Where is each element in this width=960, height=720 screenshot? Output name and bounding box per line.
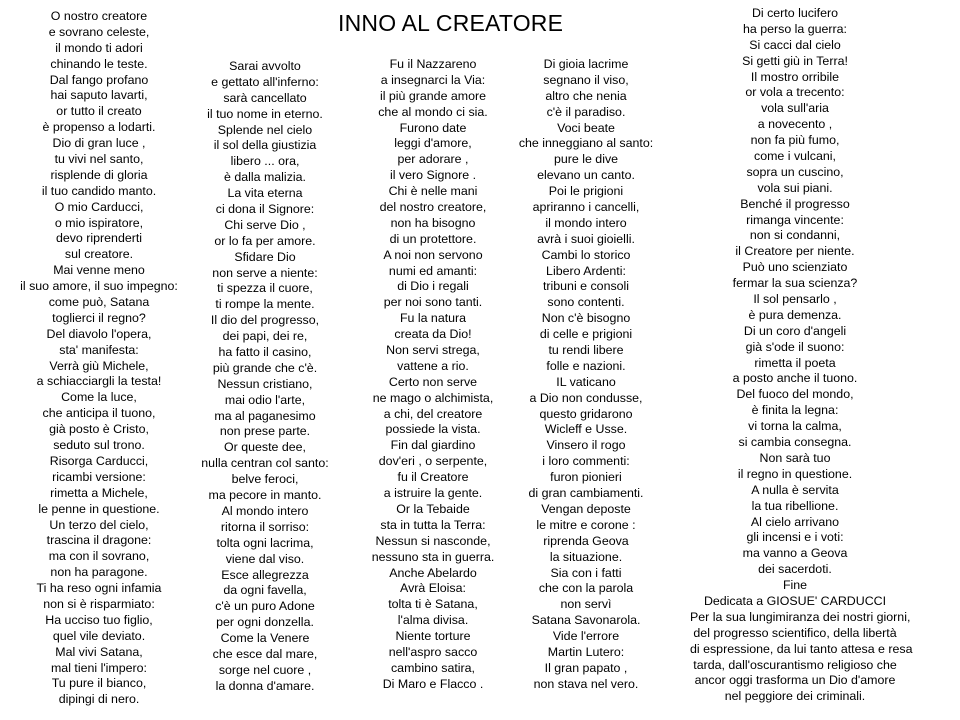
verse-line: i loro commenti: <box>542 454 630 469</box>
verse-line: Il dio del progresso, <box>210 313 320 328</box>
verse-line: ancor oggi trasforma un Dio d'amore <box>694 673 896 688</box>
verse-line: segnano il viso, <box>543 72 629 87</box>
verse-line: tribuni e consoli <box>542 279 630 294</box>
verse-line: A noi non servono <box>383 247 483 262</box>
verse-line: Splende nel cielo <box>217 122 313 137</box>
verse-line: fermar la sua scienza? <box>732 276 858 291</box>
verse-line: Come la luce, <box>61 390 137 405</box>
verse-line: ma al paganesimo <box>214 408 316 423</box>
verse-line: il mondo intero <box>545 215 627 230</box>
verse-line: non servì <box>560 597 612 612</box>
verse-line: Risorga Carducci, <box>49 453 149 468</box>
verse-line: Nessun cristiano, <box>217 376 313 391</box>
verse-line: tarda, dall'oscurantismo religioso che <box>693 657 897 672</box>
verse-line: nessuno sta in guerra. <box>371 549 495 564</box>
verse-line: vola sui piani. <box>757 180 833 195</box>
verse-line: Martin Lutero: <box>547 644 625 659</box>
verse-line: Non servi strega, <box>386 343 480 358</box>
verse-line: tolta ogni lacrima, <box>216 535 314 550</box>
verse-line: Fu la natura <box>399 311 467 326</box>
verse-line: Sia con i fatti <box>550 565 622 580</box>
verse-line: già posto è Cristo, <box>49 422 149 437</box>
verse-line: Voci beate <box>557 120 615 135</box>
verse-line: nulla centran col santo: <box>201 456 329 471</box>
verse-line: già s'ode il suono: <box>745 339 845 354</box>
verse-line: è propenso a lodarti. <box>42 120 156 135</box>
verse-line: il mondo ti adori <box>55 40 143 55</box>
verse-line: Di gioia lacrime <box>543 57 629 71</box>
verse-line: Niente torture <box>395 629 471 644</box>
verse-line: A nulla è servita <box>751 482 839 497</box>
verse-line: Può uno scienziato <box>742 260 848 275</box>
verse-line: dov'eri , o serpente, <box>378 454 488 469</box>
verse-line: ti spezza il cuore, <box>217 281 313 296</box>
verse-line: belve feroci, <box>231 472 299 487</box>
verse-line: non ha bisogno <box>390 215 476 230</box>
verse-line: c'è il paradiso. <box>546 104 626 119</box>
verse-line: a insegnarci la Via: <box>380 72 486 87</box>
verse-line: Al cielo arrivano <box>750 514 840 529</box>
verse-line: è pura demenza. <box>748 307 842 322</box>
verse-line: Ti ha reso ogni infamia <box>36 581 162 596</box>
verse-line: questo gridarono <box>539 406 633 421</box>
verse-line: altro che nenia <box>545 88 627 103</box>
verse-line: avrà i suoi gioielli. <box>537 231 635 246</box>
verse-line: Or la Tebaide <box>396 501 470 516</box>
verse-line: a Dio non condusse, <box>529 390 643 405</box>
verse-line: di Dio i regali <box>397 279 469 294</box>
verse-line: Del fuoco del mondo, <box>736 387 854 402</box>
verse-line: del progresso scientifico, della libertà <box>693 625 897 640</box>
verse-line: Dal fango profano <box>49 72 149 87</box>
poem-column-4 <box>481 57 691 693</box>
verse-line: toglierci il regno? <box>52 310 146 325</box>
verse-line: tolta ti è Satana, <box>388 597 478 612</box>
verse-line: libero ... ora, <box>230 154 300 169</box>
verse-line: da ogni favella, <box>223 583 307 598</box>
verse-line: Un terzo del cielo, <box>49 517 149 532</box>
verse-line: possiede la vista. <box>385 422 481 437</box>
verse-line: di gran cambiamenti. <box>528 486 644 501</box>
verse-line: che anticipa il tuono, <box>42 406 156 421</box>
verse-line: Non sarà tuo <box>759 450 831 465</box>
verse-line: per adorare , <box>397 152 469 167</box>
verse-line: sopra un cuscino, <box>746 164 844 179</box>
verse-line: il sol della giustizia <box>213 138 317 153</box>
verse-line: non fa più fumo, <box>750 133 840 148</box>
verse-line: O nostro creatore <box>50 9 148 23</box>
verse-line: ti rompe la mente. <box>215 297 315 312</box>
verse-line: Avrà Eloisa: <box>400 581 466 596</box>
verse-line: hai saputo lavarti, <box>50 88 148 103</box>
verse-line: il suo amore, il suo impegno: <box>20 279 178 294</box>
verse-line: folle e nazioni. <box>546 358 626 373</box>
verse-line: nel peggiore dei criminali. <box>724 689 866 704</box>
verse-line: non serve a niente: <box>212 265 318 280</box>
verse-line: che esce dal mare, <box>212 646 318 661</box>
verse-line: ma vanno a Geova <box>742 546 848 561</box>
verse-line: furon pionieri <box>550 470 622 485</box>
verse-line: Verrà giù Michele, <box>49 358 149 373</box>
verse-line: ha fatto il casino, <box>218 345 312 360</box>
verse-line: come i vulcani, <box>754 149 836 164</box>
verse-line: si cambia consegna. <box>738 435 852 450</box>
verse-line: di un protettore. <box>389 231 477 246</box>
verse-line: elevano un canto. <box>537 168 635 183</box>
verse-line: La vita eterna <box>227 186 303 201</box>
verse-line: Esce allegrezza <box>221 567 309 582</box>
verse-line: a istruire la gente. <box>383 486 483 501</box>
verse-line: Dedicata a GIOSUE' CARDUCCI <box>703 593 887 608</box>
verse-line: seduto sul trono. <box>53 438 145 453</box>
verse-line: le mitre e corone : <box>536 517 636 532</box>
verse-line: sono contenti. <box>547 295 625 310</box>
verse-line: or tutto il creato <box>56 104 142 119</box>
verse-line: Furono date <box>399 120 467 135</box>
verse-line: il tuo candido manto. <box>41 183 157 198</box>
verse-line: Il gran papato , <box>544 660 628 675</box>
verse-line: Di un coro d'angeli <box>743 323 847 338</box>
verse-line: fu il Creatore <box>397 470 469 485</box>
verse-line: ricambi versione: <box>52 469 146 484</box>
verse-line: e sovrano celeste, <box>48 24 150 39</box>
verse-line: Chi è nelle mani <box>388 184 478 199</box>
verse-line: rimetta il poeta <box>754 355 836 370</box>
verse-line: Or queste dee, <box>224 440 306 455</box>
verse-line: è finita la legna: <box>751 403 839 418</box>
verse-line: Vinsero il rogo <box>546 438 626 453</box>
verse-line: rimetta a Michele, <box>50 485 148 500</box>
verse-line: Benché il progresso <box>740 196 850 211</box>
verse-line: or vola a trecento: <box>745 85 845 100</box>
verse-line: Fu il Nazzareno <box>389 57 477 71</box>
verse-line: sarà cancellato <box>223 90 307 105</box>
verse-line: Libero Ardenti: <box>546 263 626 278</box>
verse-line: le penne in questione. <box>38 501 160 516</box>
verse-line: a novecento , <box>757 117 833 132</box>
verse-line: che con la parola <box>538 581 634 596</box>
poem-column-5 <box>690 6 913 705</box>
verse-line: devo riprenderti <box>55 231 143 246</box>
verse-line: Satana Savonarola. <box>531 613 641 628</box>
verse-line: non si condanni, <box>749 228 841 243</box>
verse-line: Non c'è bisogno <box>541 311 631 326</box>
verse-line: ma pecore in manto. <box>208 488 322 503</box>
verse-line: vi torna la calma, <box>748 419 842 434</box>
verse-line: dei papi, dei re, <box>222 329 308 344</box>
verse-line: numi ed amanti: <box>388 263 478 278</box>
verse-line: O mio Carducci, <box>54 199 144 214</box>
verse-line: Anche Abelardo <box>389 565 477 580</box>
verse-line: non si è risparmiato: <box>43 596 155 611</box>
verse-line: la situazione. <box>549 549 623 564</box>
verse-line: apriranno i cancelli, <box>532 200 640 215</box>
verse-line: Si getti giù in Terra! <box>742 53 848 68</box>
verse-line: il vero Signore . <box>389 168 477 183</box>
verse-line: Mai venne meno <box>53 263 145 278</box>
verse-line: sorge nel cuore , <box>218 662 312 677</box>
verse-line: Vengan deposte <box>541 501 631 516</box>
verse-line: tu rendi libere <box>548 343 624 358</box>
verse-line: vola sull'aria <box>761 101 829 116</box>
verse-line: or lo fa per amore. <box>214 233 316 248</box>
verse-line: Di Maro e Flacco . <box>382 676 484 691</box>
verse-line: dipingi di nero. <box>58 692 140 707</box>
verse-line: vattene a rio. <box>397 358 469 373</box>
verse-line: Fine <box>782 578 808 593</box>
verse-line: di celle e prigioni <box>539 327 633 342</box>
verse-line: a posto anche il tuono. <box>732 371 858 386</box>
verse-line: rimanga vincente: <box>746 212 844 227</box>
verse-line: più grande che c'è. <box>212 360 318 375</box>
verse-line: o mio ispiratore, <box>54 215 144 230</box>
verse-line: Poi le prigioni <box>548 184 624 199</box>
verse-line: nell'aspro sacco <box>388 644 478 659</box>
verse-line: Per la sua lungimiranza dei nostri giorni, <box>690 609 911 624</box>
verse-line: e gettato all'inferno: <box>211 74 319 89</box>
verse-line: che inneggiano al santo: <box>518 136 654 151</box>
verse-line: che al mondo ci sia. <box>378 104 488 119</box>
verse-line: Vide l'errore <box>552 629 620 644</box>
verse-line: a schiacciargli la testa! <box>36 374 162 389</box>
verse-line: chinando le teste. <box>50 56 148 71</box>
verse-line: Tu pure il bianco, <box>51 676 147 691</box>
verse-line: viene dal viso. <box>225 551 305 566</box>
verse-line: creata da Dio! <box>394 327 472 342</box>
verse-line: dei sacerdoti. <box>758 562 832 577</box>
verse-line: pure le dive <box>553 152 619 167</box>
verse-line: non prese parte. <box>219 424 311 439</box>
verse-line: non stava nel vero. <box>533 676 639 691</box>
verse-line: IL vaticano <box>556 374 616 389</box>
verse-line: sta in tutta la Terra: <box>380 517 486 532</box>
verse-line: ritorna il sorriso: <box>220 519 310 534</box>
verse-line: c'è un puro Adone <box>215 599 315 614</box>
verse-line: Al mondo intero <box>221 503 309 518</box>
verse-line: trascina il dragone: <box>46 533 152 548</box>
verse-line: Di certo lucifero <box>751 6 839 20</box>
verse-line: per noi sono tanti. <box>383 295 483 310</box>
verse-line: Dio di gran luce , <box>52 136 146 151</box>
verse-line: gli incensi e i voti: <box>746 530 844 545</box>
verse-line: Si cacci dal cielo <box>749 37 841 52</box>
verse-line: il più grande amore <box>379 88 487 103</box>
verse-line: quel vile deviato. <box>52 628 146 643</box>
verse-line: cambino satira, <box>390 660 476 675</box>
verse-line: Certo non serve <box>388 374 478 389</box>
verse-line: Sfidare Dio <box>234 249 296 264</box>
verse-line: Ha ucciso tuo figlio, <box>45 612 153 627</box>
verse-line: Mal vivi Satana, <box>55 644 143 659</box>
verse-line: il Creatore per niente. <box>735 244 855 259</box>
verse-line: tu vivi nel santo, <box>54 152 144 167</box>
verse-line: mal tieni l'impero: <box>50 660 147 675</box>
verse-line: è dalla malizia. <box>224 170 306 185</box>
verse-line: il tuo nome in eterno. <box>207 106 323 121</box>
verse-line: Sarai avvolto <box>229 59 301 73</box>
verse-line: la donna d'amare. <box>215 678 315 693</box>
verse-line: Del diavolo l'opera, <box>46 326 152 341</box>
verse-line: Come la Venere <box>220 631 310 646</box>
verse-line: Chi serve Dio , <box>224 217 306 232</box>
verse-line: mai odio l'arte, <box>224 392 306 407</box>
poem-title: INNO AL CREATORE <box>338 10 564 36</box>
verse-line: ci dona il Signore: <box>215 202 315 217</box>
verse-line: ma con il sovrano, <box>48 549 150 564</box>
verse-line: risplende di gloria <box>50 167 148 182</box>
verse-line: riprenda Geova <box>543 533 629 548</box>
verse-line: a chi, del creatore <box>383 406 483 421</box>
verse-line: sul creatore. <box>64 247 134 262</box>
verse-line: ne mago o alchimista, <box>372 390 494 405</box>
verse-line: Nessun si nasconde, <box>375 533 491 548</box>
verse-line: l'alma divisa. <box>397 613 469 628</box>
verse-line: il regno in questione. <box>737 466 853 481</box>
verse-line: come può, Satana <box>48 295 150 310</box>
verse-line: non ha paragone. <box>50 565 148 580</box>
verse-line: del nostro creatore, <box>379 200 487 215</box>
verse-line: ha perso la guerra: <box>742 21 847 36</box>
verse-line: Il sol pensarlo , <box>753 292 837 307</box>
verse-line: leggi d'amore, <box>394 136 472 151</box>
verse-line: per ogni donzella. <box>216 615 314 630</box>
verse-line: Il mostro orribile <box>750 69 840 84</box>
verse-line: Cambi lo storico <box>541 247 631 262</box>
verse-line: sta' manifesta: <box>59 342 139 357</box>
verse-line: Wicleff e Usse. <box>544 422 628 437</box>
verse-line: la tua ribellione. <box>751 498 839 513</box>
verse-line: di espressione, da lui tanto attesa e resa <box>690 641 913 656</box>
verse-line: Fin dal giardino <box>390 438 476 453</box>
